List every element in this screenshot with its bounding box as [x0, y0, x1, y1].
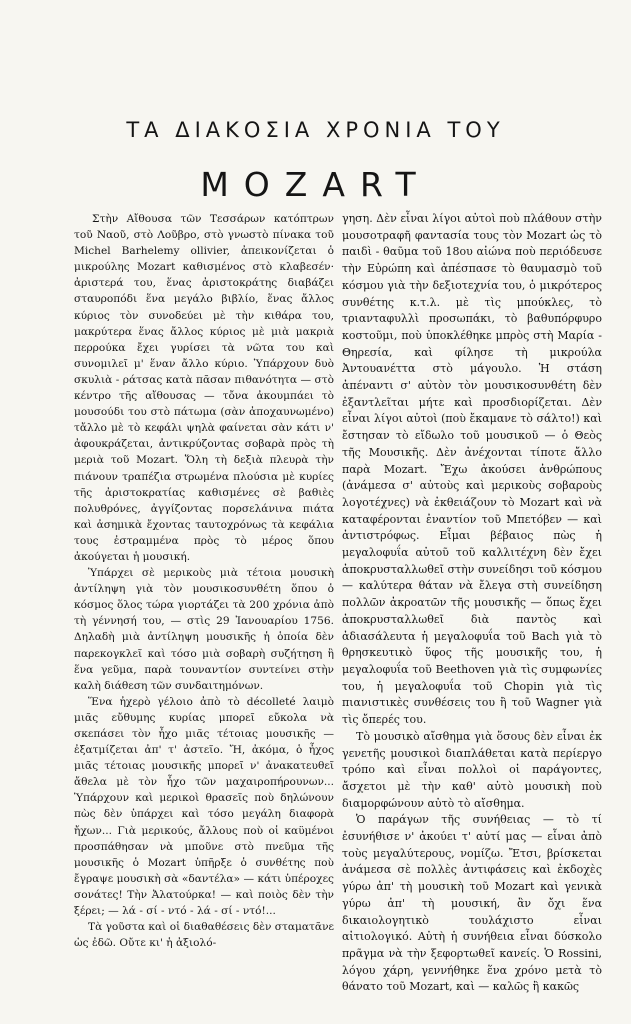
paragraph: Ὁ παράγων τῆς συνήθειας — τὸ τί ἐσυνήθισε ν' ἀκούει τ' αὐτί μας — εἶναι ἀπὸ τοὺς μεγαλύτερους, νομίζω. Ἔτσι, βρίσκεται ἀνάμεσα σὲ πολλὲς ἀντιφάσεις καὶ ἐκδοχὲς γύρω ἀπ' τὴ μουσικὴ τοῦ Mozart καὶ γενικὰ γύρω ἀπ' τὴ μουσική, ἂν ὄχι ἕνα δικαιολογητικὸ τουλάχιστο εἶναι αἰτιολογικό. Αὐτὴ ἡ συνήθεια εἶναι δύσκολο πρᾶγμα νὰ τὴν ξεφορτωθεῖ κανείς. Ὁ Rossini, λόγου χάρη, γεννήθηκε ἕνα χρόνο μετὰ τὸ θάνατο τοῦ Mozart, καὶ — καλῶς ἢ κακῶς: [342, 813, 602, 994]
paragraph: Τὰ γοῦστα καὶ οἱ διαθαθέσεις δὲν σταματᾶνε ὡς ἐδῶ. Οὔτε κι' ἡ ἀξιολό-: [74, 921, 334, 950]
paragraph: Ὑπάρχει σὲ μερικοὺς μιὰ τέτοια μουσικὴ ἀντίληψη γιὰ τὸν μουσικοσυνθέτη ὅπου ὁ κόσμος ὅλος τώρα γιορτάζει τὰ 200 χρόνια ἀπὸ τὴ γέννησή του, — στὶς 29 Ἰανουαρίου 1756. Δηλαδὴ μιὰ ἀντίληψη μουσικῆς ἡ ὁποία δὲν παρεκογκλεῖ καὶ τόσο μιὰ σοβαρὴ συζήτηση ἢ ἕνα γεῦμα, παρὰ τουναντίον συντείνει στὴν καλὴ διάθεση τῶν συνδαιτημόνων.: [74, 567, 334, 692]
paragraph: Ἕνα ἠχερὸ γέλοιο ἀπὸ τὸ décolleté λαιμὸ μιᾶς εὔθυμης κυρίας μπορεῖ εὔκολα νὰ σκεπάσει τὸν ἦχο μιᾶς τέτοιας μουσικῆς — ἐξατμίζεται ἀπ' τ' ἀστεῖο. Ἤ, ἀκόμα, ὁ ἦχος μιᾶς τέτοιας μουσικῆς μπορεῖ ν' ἀνακατευθεῖ ἄθελα μὲ τὸν ἦχο τῶν μαχαιροπήρουνων... Ὑπάρχουν καὶ μερικοὶ θρασεῖς ποὺ δηλώνουν πὼς δὲν ὑπάρχει καὶ τόσο μεγάλη διαφορὰ ἤχων... Γιὰ μερικούς, ἄλλους ποὺ οἱ καϋμένοι προσπάθησαν νὰ μποῦνε στὸ πνεῦμα τῆς μουσικῆς ὁ Mozart ὑπῆρξε ὁ συνθέτης ποὺ ἔγραψε μουσικὴ σὰ «δαντέλα» — κάτι ὑπέροχες σονάτες! Τὴν Ἀλατούρκα! — καὶ ποιὸς δὲν τὴν ξέρει; — λά - σί - ντό - λά - σί - ντό!...: [74, 695, 334, 918]
left-column: [74, 211, 334, 951]
paragraph: Στὴν Αἴθουσα τῶν Τεσσάρων κατόπτρων τοῦ Ναοῦ, στὸ Λοῦβρο, στὸ γνωστὸ πίνακα τοῦ Michel Barhelemy ollivier, ἀπεικονίζεται ὁ μικρούλης Mozart καθισμένος στὸ κλαβεσέν· ἀριστερά του, ἕνας ἀριστοκράτης διαβάζει σταυροπόδι ἕνα μεγάλο βιβλίο, ἕνας ἄλλος κύριος τὸν συνοδεύει μὲ τὴν κιθάρα του, μακρύτερα ἕνας ἄλλος κύριος μὲ μιὰ μακριὰ περρούκα ἔχει γυρίσει τὰ νῶτα του καὶ συνομιλεῖ μ' ἕναν ἄλλο κύριο. Ὑπάρχουν δυὸ σκυλιὰ - ράτσας κατὰ πᾶσαν πιθανότητα — στὸ κέντρο τῆς αἴθουσας — τὄνα ἀκουμπάει τὸ μουσούδι του στὸ πάτωμα (σὰν ἀποχαυνωμένο) τἄλλο μὲ τὸ κεφάλι ψηλὰ φαίνεται σὰν κάτι ν' ἀφουκράζεται, ἀντικρύζοντας σοβαρὰ πρὸς τὴ μεριὰ τοῦ Mozart. Ὅλη τὴ δεξιὰ πλευρὰ τὴν πιάνουν τραπέζια στρωμένα πλούσια μὲ κυρίες τῆς ἀριστοκρατίας καθισμένες σὲ βαθιὲς πολυθρόνες, ἀγγίζοντας πορσελάνινα πιάτα καὶ ἀσημικὰ ἔχοντας ταυτοχρόνως τὰ κεφάλια τους ἐστραμμένα πρὸς τὸ μέρος ὅπου ἀκούγεται ἡ μουσική.: [74, 213, 334, 563]
right-column: [342, 211, 602, 996]
article-title-line1: ΤΑ ΔΙΑΚΟΣΙΑ ΧΡΟΝΙΑ ΤΟΥ: [126, 118, 505, 142]
paragraph: Τὸ μουσικὸ αἴσθημα γιὰ ὅσους δὲν εἶναι ἐκ γενετῆς μουσικοὶ διαπλάθεται κατὰ περίεργο τρόπο καὶ εἶναι πολλοὶ οἱ παράγοντες, ἄσχετοι μὲ τὴν καθ' αὐτὸ μουσικὴ ποὺ διαμορφώνουν αὐτὸ τὸ αἴσθημα.: [342, 729, 602, 810]
article-title-line2: MOZART: [200, 165, 431, 204]
paragraph: γηση. Δὲν εἶναι λίγοι αὐτοὶ ποὺ πλάθουν στὴν μουσοτραφῆ φαντασία τους τὸν Mozart ὡς τὸ παιδὶ - θαῦμα τοῦ 18ου αἰώνα ποὺ περιόδευσε τὴν Εὐρώπη καὶ ἀπέσπασε τὸ θαυμασμὸ τοῦ κόσμου γιὰ τὴν δεξιοτεχνία του, ὁ μικρότερος συνθέτης κ.τ.λ. μὲ τὶς μπούκλες, τὸ τριανταφυλλὶ προσωπάκι, τὸ βαθυπόρφυρο κοστοῦμι, ποὺ ὑποκλέθηκε μπρὸς στὴ Μαρία - Θηρεσία, καὶ φίλησε τὴ μικρούλα Ἀντουανέττα στὸ μάγουλο. Ἡ στάση ἀπέναντι σ' αὐτὸν τὸν μουσικοσυνθέτη δὲν ἐξαντλεῖται μήτε καὶ προσδιορίζεται. Δὲν εἶναι λίγοι αὐτοὶ (ποὺ ἔκαμανε τὸ σάλτο!) καὶ ἔστησαν τὸ εἴδωλο τοῦ μουσικοῦ — ὁ Θεὸς τῆς Μουσικῆς. Δὲν ἀνέχονται τίποτε ἄλλο παρὰ Mozart. Ἔχω ἀκούσει ἀνθρώπους (ἀνάμεσα σ' αὐτοὺς καὶ μερικοὺς σοβαροὺς λογοτέχνες) νὰ ἐκθειάζουν τὸ Mozart καὶ νὰ καταφέρονται ἐναντίον τοῦ Μπετόβεν — καὶ ἀντιστρόφως. Εἶμαι βέβαιος πὼς ἡ μεγαλοφυΐα αὐτοῦ τοῦ καλλιτέχνη δὲν ἔχει ἀποκρυσταλλωθεῖ στὴν συνείδησι τοῦ κόσμου — καλύτερα θάταν νὰ ἔλεγα στὴ συνείδηση πολλῶν ἀκροατῶν τῆς μουσικῆς — ὅπως ἔχει ἀποκρυσταλλωθεῖ διὰ παντὸς καὶ ἀδιασάλευτα ἡ μεγαλοφυΐα τοῦ Bach γιὰ τὸ θρησκευτικὸ ὕφος τῆς μουσικῆς του, ἡ μεγαλοφυΐα τοῦ Beethoven γιὰ τὶς συμφωνίες του, ἡ μεγαλοφυΐα τοῦ Chopin γιὰ τὶς πιανιστικὲς συνθέσεις του ἢ τοῦ Wagner γιὰ τὶς ὄπερές του.: [342, 212, 602, 727]
